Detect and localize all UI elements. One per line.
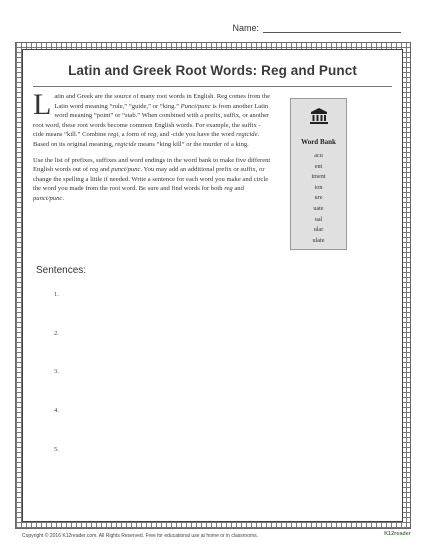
name-label: Name: bbox=[232, 23, 259, 33]
task-paragraph bbox=[33, 156, 271, 204]
p1-text-4: , and -cide you have the word bbox=[156, 131, 237, 139]
k12reader-logo: K12reader bbox=[384, 531, 411, 537]
p1-text-1: atin and Greek are the source of many root words in English. Reg comes from the Latin word meaning “rule,” “guide,” or “king.” bbox=[54, 93, 271, 110]
p1-italic-1: Punct/punc bbox=[180, 102, 211, 110]
sentence-5-number[interactable]: 5. bbox=[54, 446, 59, 453]
sentences-heading: Sentences: bbox=[36, 265, 87, 276]
worksheet-title: Latin and Greek Root Words: Reg and Punct bbox=[68, 63, 357, 78]
word-bank-list bbox=[291, 151, 346, 246]
p2-italic-3: reg bbox=[224, 185, 233, 193]
p1-text-3: , a form of bbox=[118, 131, 148, 139]
title-divider bbox=[33, 86, 392, 87]
p1-text-6: means “king kill” or the murder of a king. bbox=[136, 140, 249, 148]
word-bank-item: iment bbox=[311, 173, 326, 181]
sentence-4-number[interactable]: 4. bbox=[54, 407, 59, 414]
intro-paragraph bbox=[33, 88, 271, 150]
p2-text-3: . You may add an additional prefix or suffix, or change the spelling a little if needed. Write a sentence for each word you make and circle the word you made from the root word. Be sure and find words for both bbox=[33, 166, 269, 193]
p2-text-5: . bbox=[62, 194, 64, 202]
name-line[interactable] bbox=[263, 22, 401, 33]
p1-italic-4: regicide bbox=[236, 131, 258, 139]
sentence-1-number[interactable]: 1. bbox=[54, 291, 59, 298]
word-bank-title: Word Bank bbox=[301, 138, 336, 146]
parthenon-icon bbox=[291, 107, 346, 130]
p2-italic-2: punct/punc bbox=[111, 166, 141, 174]
worksheet-panel bbox=[22, 49, 403, 522]
p1-italic-5: regicide bbox=[115, 140, 137, 148]
name-row bbox=[232, 22, 401, 33]
p1-italic-3: reg bbox=[147, 131, 157, 139]
p1-italic-2: regi bbox=[107, 131, 119, 139]
p2-text-2: and bbox=[98, 166, 112, 174]
p1-text-2: is from another Latin word meaning “point” or “stab.” When combined with a prefix, suffix, or another root word, these root words become common English words. For example, the suffix -cide means “kill.” Combine bbox=[33, 102, 270, 139]
word-bank-item: ent bbox=[314, 162, 323, 170]
sentence-3-number[interactable]: 3. bbox=[54, 368, 59, 375]
word-bank-item: uate bbox=[313, 204, 324, 212]
p2-text-4: and bbox=[232, 185, 244, 193]
word-bank bbox=[290, 98, 347, 250]
word-bank-item: acu bbox=[314, 152, 323, 159]
sentence-2-number[interactable]: 2. bbox=[54, 330, 59, 337]
copyright-text: Copyright © 2016 K12reader.com. All Rights Reserved. Free for educational use at home or in classrooms. bbox=[22, 533, 259, 539]
p2-italic-1: reg bbox=[89, 166, 99, 174]
word-bank-item: ulate bbox=[312, 236, 325, 244]
drop-cap: L bbox=[33, 88, 52, 121]
word-bank-item: ular bbox=[313, 226, 324, 234]
p1-text-5: . Based on its original meaning, bbox=[33, 131, 260, 148]
instructions-text bbox=[33, 88, 271, 210]
p2-text-1: Use the list of prefixes, suffixes and word endings in the word bank to make five different English words out of bbox=[33, 156, 271, 174]
word-bank-item: ual bbox=[314, 215, 323, 223]
word-bank-item: ion bbox=[314, 183, 323, 191]
p2-italic-4: punct/punc bbox=[33, 194, 63, 202]
word-bank-item: ure bbox=[314, 194, 323, 202]
